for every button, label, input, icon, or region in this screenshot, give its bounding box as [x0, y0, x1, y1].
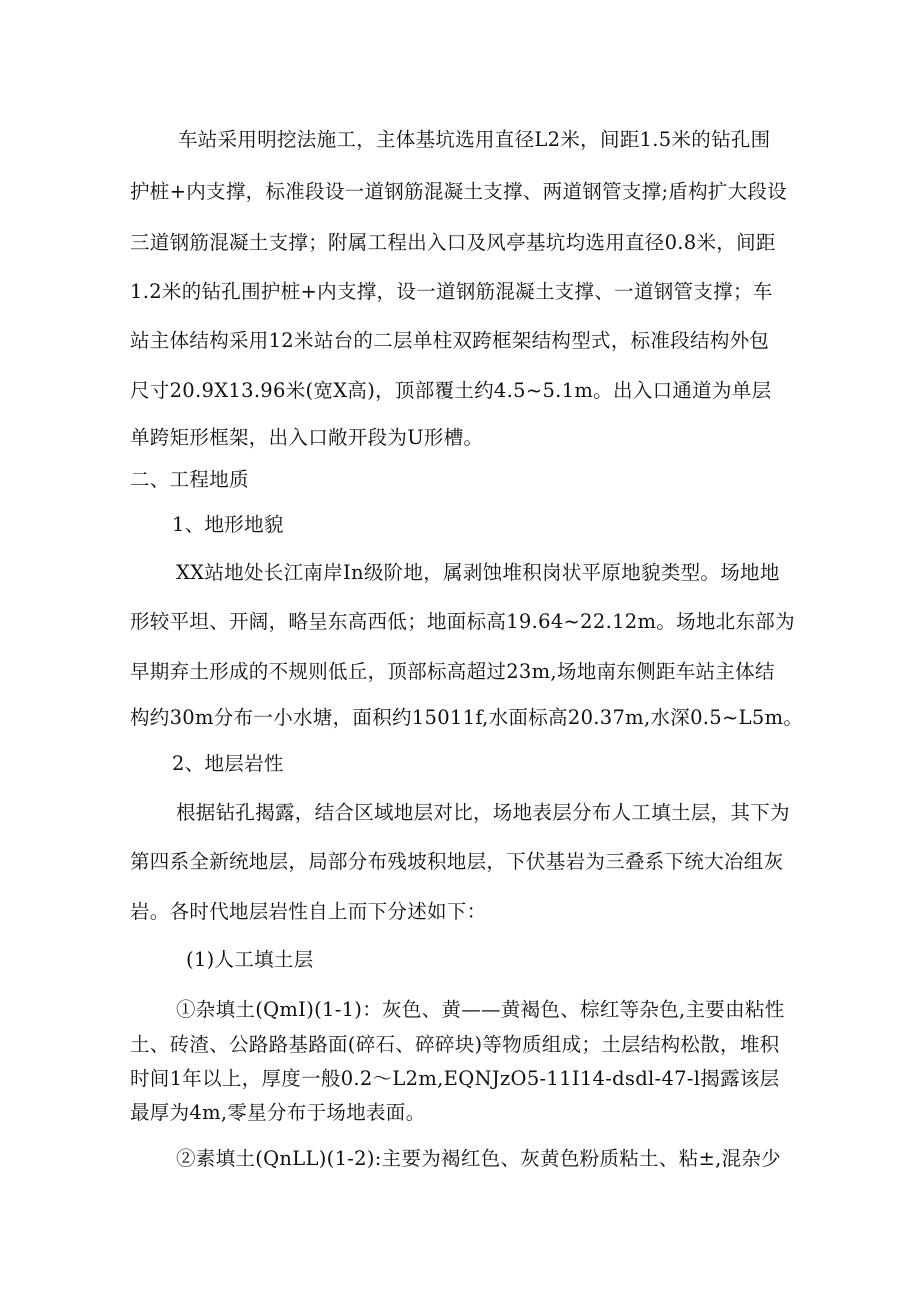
text-line: 车站采用明挖法施工，主体基坑选用直径L2米，间距1.5米的钻孔围: [178, 128, 771, 151]
text-line: 最厚为4m,零星分布于场地表面。: [130, 1101, 426, 1124]
text-line: 时间1年以上，厚度一般0.2～L2m,EQNJzO5-11I14-dsdl-47-l揭露该层: [130, 1067, 780, 1090]
text-line: 土、砖渣、公路路基路面(碎石、碎碎块)等物质组成；土层结构松散，堆积: [130, 1033, 780, 1056]
text-line: ①杂填土(QmI)(1-1)：灰色、黄——黄褐色、棕红等杂色,主要由粘性: [176, 998, 785, 1021]
text-line: 形较平坦、开阔，略呈东高西低；地面标高19.64~22.12m。场地北东部为: [130, 610, 795, 633]
text-line: 根据钻孔揭露，结合区域地层对比，场地表层分布人工填土层，其下为: [176, 801, 790, 824]
subsection-heading: 2、地层岩性: [172, 752, 284, 775]
text-line: ②素填土(QnLL)(1-2):主要为褐红色、灰黄色粉质粘土、粘±,混杂少: [176, 1147, 781, 1170]
subsection-heading: (1)人工填土层: [186, 948, 314, 971]
section-heading: 二、工程地质: [130, 468, 249, 491]
subsection-heading: 1、地形地貌: [172, 513, 284, 536]
text-line: 早期弃土形成的不规则低丘，顶部标高超过23m,场地南东侧距车站主体结: [130, 660, 775, 683]
text-line: XX站地处长江南岸In级阶地，属剥蚀堆积岗状平原地貌类型。场地地: [176, 561, 780, 584]
text-line: 构约30m分布一小水塘，面积约15011f,水面标高20.37m,水深0.5~L5m。: [130, 706, 804, 729]
text-line: 三道钢筋混凝土支撑；附属工程出入口及风亭基坑均选用直径0.8米，间距: [130, 231, 776, 254]
text-line: 尺寸20.9X13.96米(宽X高)，顶部覆土约4.5~5.1m。出入口通道为单层: [130, 379, 772, 402]
text-line: 护桩+内支撑，标准段设一道钢筋混凝土支撑、两道钢管支撑;盾构扩大段设: [130, 180, 788, 203]
text-line: 站主体结构采用12米站台的二层单柱双跨框架结构型式，标准段结构外包: [130, 329, 770, 352]
text-line: 单跨矩形框架，出入口敞开段为U形槽。: [130, 426, 484, 449]
text-line: 岩。各时代地层岩性自上而下分述如下：: [130, 900, 487, 923]
text-line: 1.2米的钻孔围护桩+内支撑，设一道钢筋混凝土支撑、一道钢管支撑；车: [130, 280, 773, 303]
text-line: 第四系全新统地层，局部分布残坡积地层，下伏基岩为三叠系下统大冶组灰: [130, 850, 784, 873]
